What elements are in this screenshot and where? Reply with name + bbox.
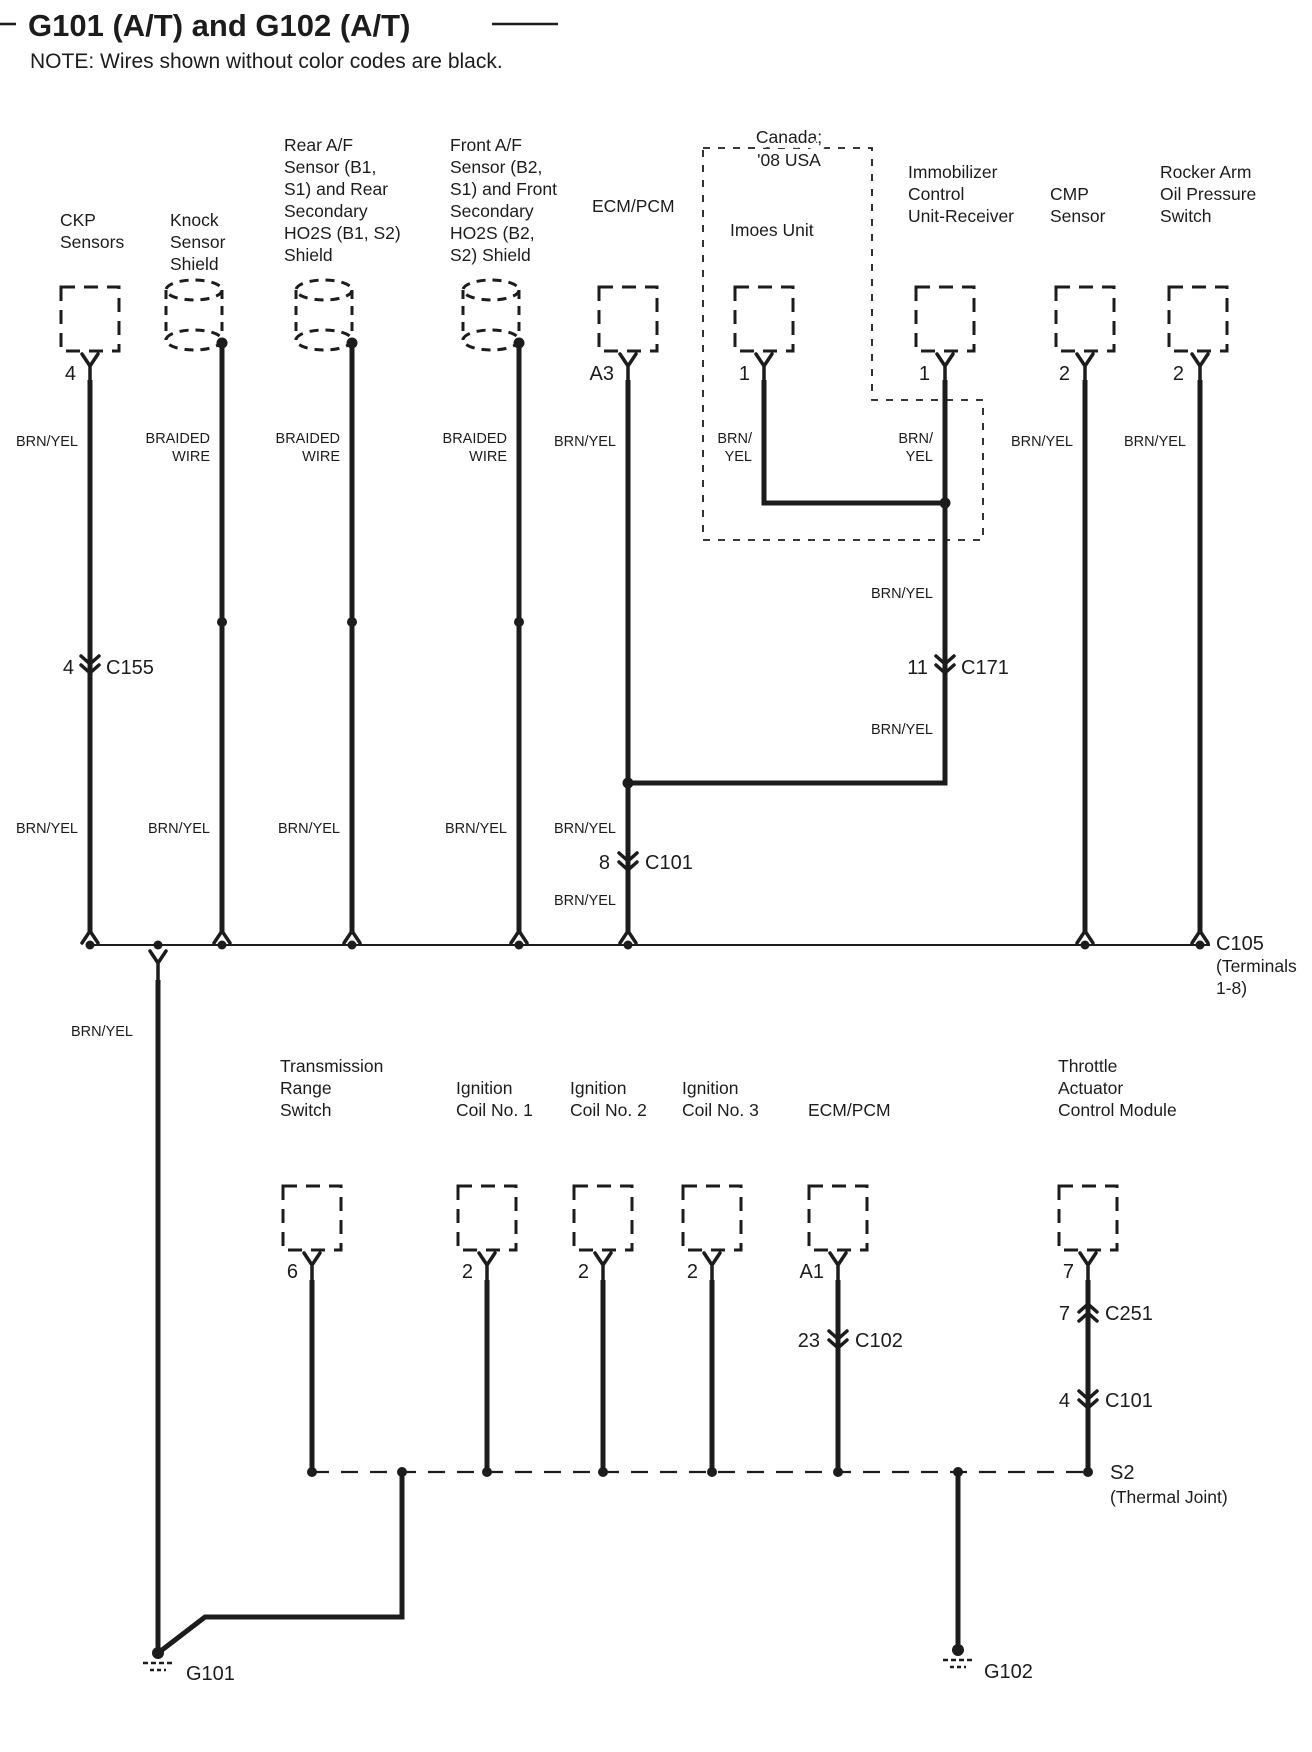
pin-label: 1: [918, 363, 930, 385]
label-coil2: Ignition: [570, 1078, 627, 1098]
label-front-af: Secondary: [450, 201, 534, 221]
label-rear-af: S1) and Rear: [284, 179, 389, 199]
component-box-imoes: [735, 287, 793, 351]
junction-imoes-immobilizer: [940, 498, 951, 509]
ground-symbol-g102: [943, 1644, 973, 1667]
label-ecm: ECM/PCM: [592, 196, 675, 216]
component-boxes-top: [61, 287, 1227, 351]
label-ecm2: ECM/PCM: [808, 1100, 891, 1120]
wire-color-label: BRN/YEL: [70, 1024, 133, 1040]
label-throttle: Actuator: [1058, 1078, 1124, 1098]
pin-fork-imoes: [756, 354, 772, 382]
wire-color-label: YEL: [905, 449, 933, 465]
label-rocker: Oil Pressure: [1160, 184, 1257, 204]
bus-fork-g101: [150, 951, 166, 980]
shield-cylinder-knock: [166, 280, 228, 350]
connector-id: C105: [1216, 933, 1264, 955]
connector-pin: 4: [62, 657, 74, 679]
connector-id: C101: [1105, 1390, 1153, 1412]
connector-id: C101: [645, 852, 693, 874]
wire-color-label: BRN/YEL: [870, 722, 933, 738]
pin-labels-bottom: [287, 1261, 1074, 1283]
label-immobilizer: Control: [908, 184, 965, 204]
label-front-af: S2) Shield: [450, 245, 531, 265]
bus-dot: [218, 941, 227, 950]
pin-label: 2: [577, 1261, 589, 1283]
label-ckp: CKP: [60, 210, 96, 230]
wire-color-label: BRN/YEL: [444, 821, 507, 837]
component-boxes-bottom: [283, 1186, 1117, 1250]
bus-dot: [86, 941, 95, 950]
ground-symbol-g101: [143, 1647, 173, 1670]
pin-fork-symbols-bottom: [304, 1253, 1096, 1281]
pin-fork-ckp: [82, 354, 98, 382]
bottom-connector-labels: [798, 1303, 1228, 1507]
wire-color-label: BRN/: [717, 431, 752, 447]
wire-color-label: BRN/YEL: [553, 821, 616, 837]
bus-dot: [515, 941, 524, 950]
pin-label: 1: [738, 363, 750, 385]
label-knock: Sensor: [170, 232, 226, 252]
wire-color-label: BRN/YEL: [15, 434, 78, 450]
pin-label: 6: [286, 1261, 298, 1283]
mid-connector-labels: [63, 586, 1009, 738]
connector-note: 1-8): [1216, 978, 1248, 998]
connector-pin: 23: [797, 1330, 820, 1352]
label-imoes: Imoes Unit: [730, 220, 814, 240]
pin-labels-top: [65, 363, 1184, 385]
component-box-coil1: [458, 1186, 516, 1250]
pin-label: 2: [461, 1261, 473, 1283]
connector-pin: 11: [907, 657, 928, 679]
connector-note: (Terminals: [1216, 956, 1297, 976]
component-box-ecm: [599, 287, 657, 351]
connector-id: C102: [855, 1330, 903, 1352]
s2-bus-dot: [833, 1467, 843, 1477]
label-knock: Knock: [170, 210, 219, 230]
wire-color-label: BRN/YEL: [553, 893, 616, 909]
wire-color-label: BRN/YEL: [277, 821, 340, 837]
wire-color-label: BRAIDED: [275, 431, 340, 447]
wire-g101-route: [162, 1472, 402, 1650]
component-box-ckp: [61, 287, 119, 351]
connector-pin: 7: [1058, 1303, 1070, 1325]
pin-label: 2: [1172, 363, 1184, 385]
pin-fork-coil3: [704, 1253, 720, 1281]
label-trs: Range: [280, 1078, 332, 1098]
pin-label: 4: [64, 363, 76, 385]
s2-bus-dot: [707, 1467, 717, 1477]
wire-color-label: BRAIDED: [145, 431, 210, 447]
label-immobilizer: Unit-Receiver: [908, 206, 1014, 226]
label-front-af: Front A/F: [450, 135, 522, 155]
label-coil3: Ignition: [682, 1078, 739, 1098]
component-box-rocker: [1169, 287, 1227, 351]
bus-dot: [348, 941, 357, 950]
label-throttle: Control Module: [1058, 1100, 1177, 1120]
connector-pin: 4: [1058, 1390, 1070, 1412]
s2-bus-dot: [397, 1467, 407, 1477]
wire-color-label: BRN/: [898, 431, 933, 447]
wire-color-label: BRN/YEL: [870, 586, 933, 602]
component-box-throttle: [1059, 1186, 1117, 1250]
pin-fork-rocker: [1192, 354, 1208, 382]
s2-bus-dot: [307, 1467, 317, 1477]
wire-color-label: WIRE: [469, 449, 507, 465]
pin-label: 2: [1058, 363, 1070, 385]
pin-fork-immobilizer: [937, 354, 953, 382]
ground-label-g102: G102: [984, 1661, 1033, 1683]
label-canada-region: '08 USA: [757, 150, 821, 170]
junction-knock-shield: [217, 617, 227, 627]
pin-fork-coil1: [479, 1253, 495, 1281]
ground-label-g101: G101: [186, 1663, 235, 1685]
bus-dot: [624, 941, 633, 950]
label-trs: Switch: [280, 1100, 332, 1120]
label-coil3: Coil No. 3: [682, 1100, 759, 1120]
wire-color-label: BRN/YEL: [553, 434, 616, 450]
label-front-af: Sensor (B2,: [450, 157, 543, 177]
wires-top: [90, 343, 1200, 1650]
connector-id: C171: [961, 657, 1009, 679]
shield-cylinder-rear: [296, 280, 358, 350]
label-immobilizer: Immobilizer: [908, 162, 998, 182]
label-cmp: CMP: [1050, 184, 1089, 204]
label-rear-af: Rear A/F: [284, 135, 354, 155]
label-coil1: Coil No. 1: [456, 1100, 533, 1120]
label-throttle: Throttle: [1058, 1056, 1118, 1076]
connector-id: C155: [106, 657, 154, 679]
splice-id: S2: [1110, 1462, 1135, 1484]
pin-fork-symbols-top: [82, 354, 1208, 382]
label-canada-region: Canada;: [755, 127, 823, 147]
pin-fork-throttle: [1080, 1253, 1096, 1281]
pin-label: A3: [589, 363, 614, 385]
component-box-coil2: [574, 1186, 632, 1250]
wire-color-label: WIRE: [172, 449, 210, 465]
label-knock: Shield: [170, 254, 219, 274]
component-labels-bottom: [280, 1056, 1177, 1120]
splice-note: (Thermal Joint): [1110, 1487, 1228, 1507]
label-front-af: S1) and Front: [450, 179, 557, 199]
component-box-cmp: [1056, 287, 1114, 351]
label-rear-af: HO2S (B1, S2): [284, 223, 401, 243]
bus-dot: [1196, 941, 1205, 950]
component-box-coil3: [683, 1186, 741, 1250]
s2-bus-dot: [1083, 1467, 1093, 1477]
bus-dot: [1081, 941, 1090, 950]
c105-label: [1216, 933, 1297, 998]
wires-bottom: [162, 1280, 1088, 1650]
wire-color-label: BRN/YEL: [15, 821, 78, 837]
label-ckp: Sensors: [60, 232, 125, 252]
wire-color-label: BRN/YEL: [1010, 434, 1073, 450]
label-coil2: Coil No. 2: [570, 1100, 647, 1120]
label-rocker: Switch: [1160, 206, 1212, 226]
s2-bus-dot: [482, 1467, 492, 1477]
diagram-note: NOTE: Wires shown without color codes are black.: [30, 50, 503, 73]
pin-fork-ecm: [620, 354, 636, 382]
label-rear-af: Sensor (B1,: [284, 157, 377, 177]
label-cmp: Sensor: [1050, 206, 1106, 226]
label-rear-af: Shield: [284, 245, 333, 265]
junction-dots: [86, 498, 1205, 1478]
wire-color-label: BRN/YEL: [147, 821, 210, 837]
wire-color-label: WIRE: [302, 449, 340, 465]
component-box-trs: [283, 1186, 341, 1250]
component-box-immobilizer: [916, 287, 974, 351]
label-trs: Transmission: [280, 1056, 384, 1076]
pin-label: A1: [799, 1261, 824, 1283]
pin-label: 7: [1062, 1261, 1074, 1283]
junction-immobilizer-ecm: [623, 778, 634, 789]
label-coil1: Ignition: [456, 1078, 513, 1098]
bus-terminal-chevrons: [82, 931, 1208, 980]
junction-rear-shield: [347, 617, 357, 627]
page-title: G101 (A/T) and G102 (A/T): [28, 8, 411, 43]
junction-front-shield: [514, 617, 524, 627]
s2-bus-dot: [953, 1467, 963, 1477]
component-labels-top: [60, 127, 1256, 274]
label-front-af: HO2S (B2,: [450, 223, 535, 243]
component-box-ecm2: [809, 1186, 867, 1250]
connector-id: C251: [1105, 1303, 1153, 1325]
connector-pin: 8: [598, 852, 610, 874]
shield-cylinder-front: [463, 280, 525, 350]
pin-fork-coil2: [595, 1253, 611, 1281]
label-rear-af: Secondary: [284, 201, 368, 221]
shield-cylinders: [166, 280, 525, 350]
s2-bus-dot: [598, 1467, 608, 1477]
wire-color-labels-row1: [16, 431, 1186, 465]
wire-color-label: BRN/YEL: [1123, 434, 1186, 450]
bus-dot: [154, 941, 163, 950]
pin-fork-cmp: [1077, 354, 1093, 382]
wire-color-label: BRAIDED: [442, 431, 507, 447]
pin-fork-trs: [304, 1253, 320, 1281]
pin-label: 2: [686, 1261, 698, 1283]
wire-color-label: YEL: [724, 449, 752, 465]
pin-fork-ecm2: [830, 1253, 846, 1281]
label-rocker: Rocker Arm: [1160, 162, 1252, 182]
